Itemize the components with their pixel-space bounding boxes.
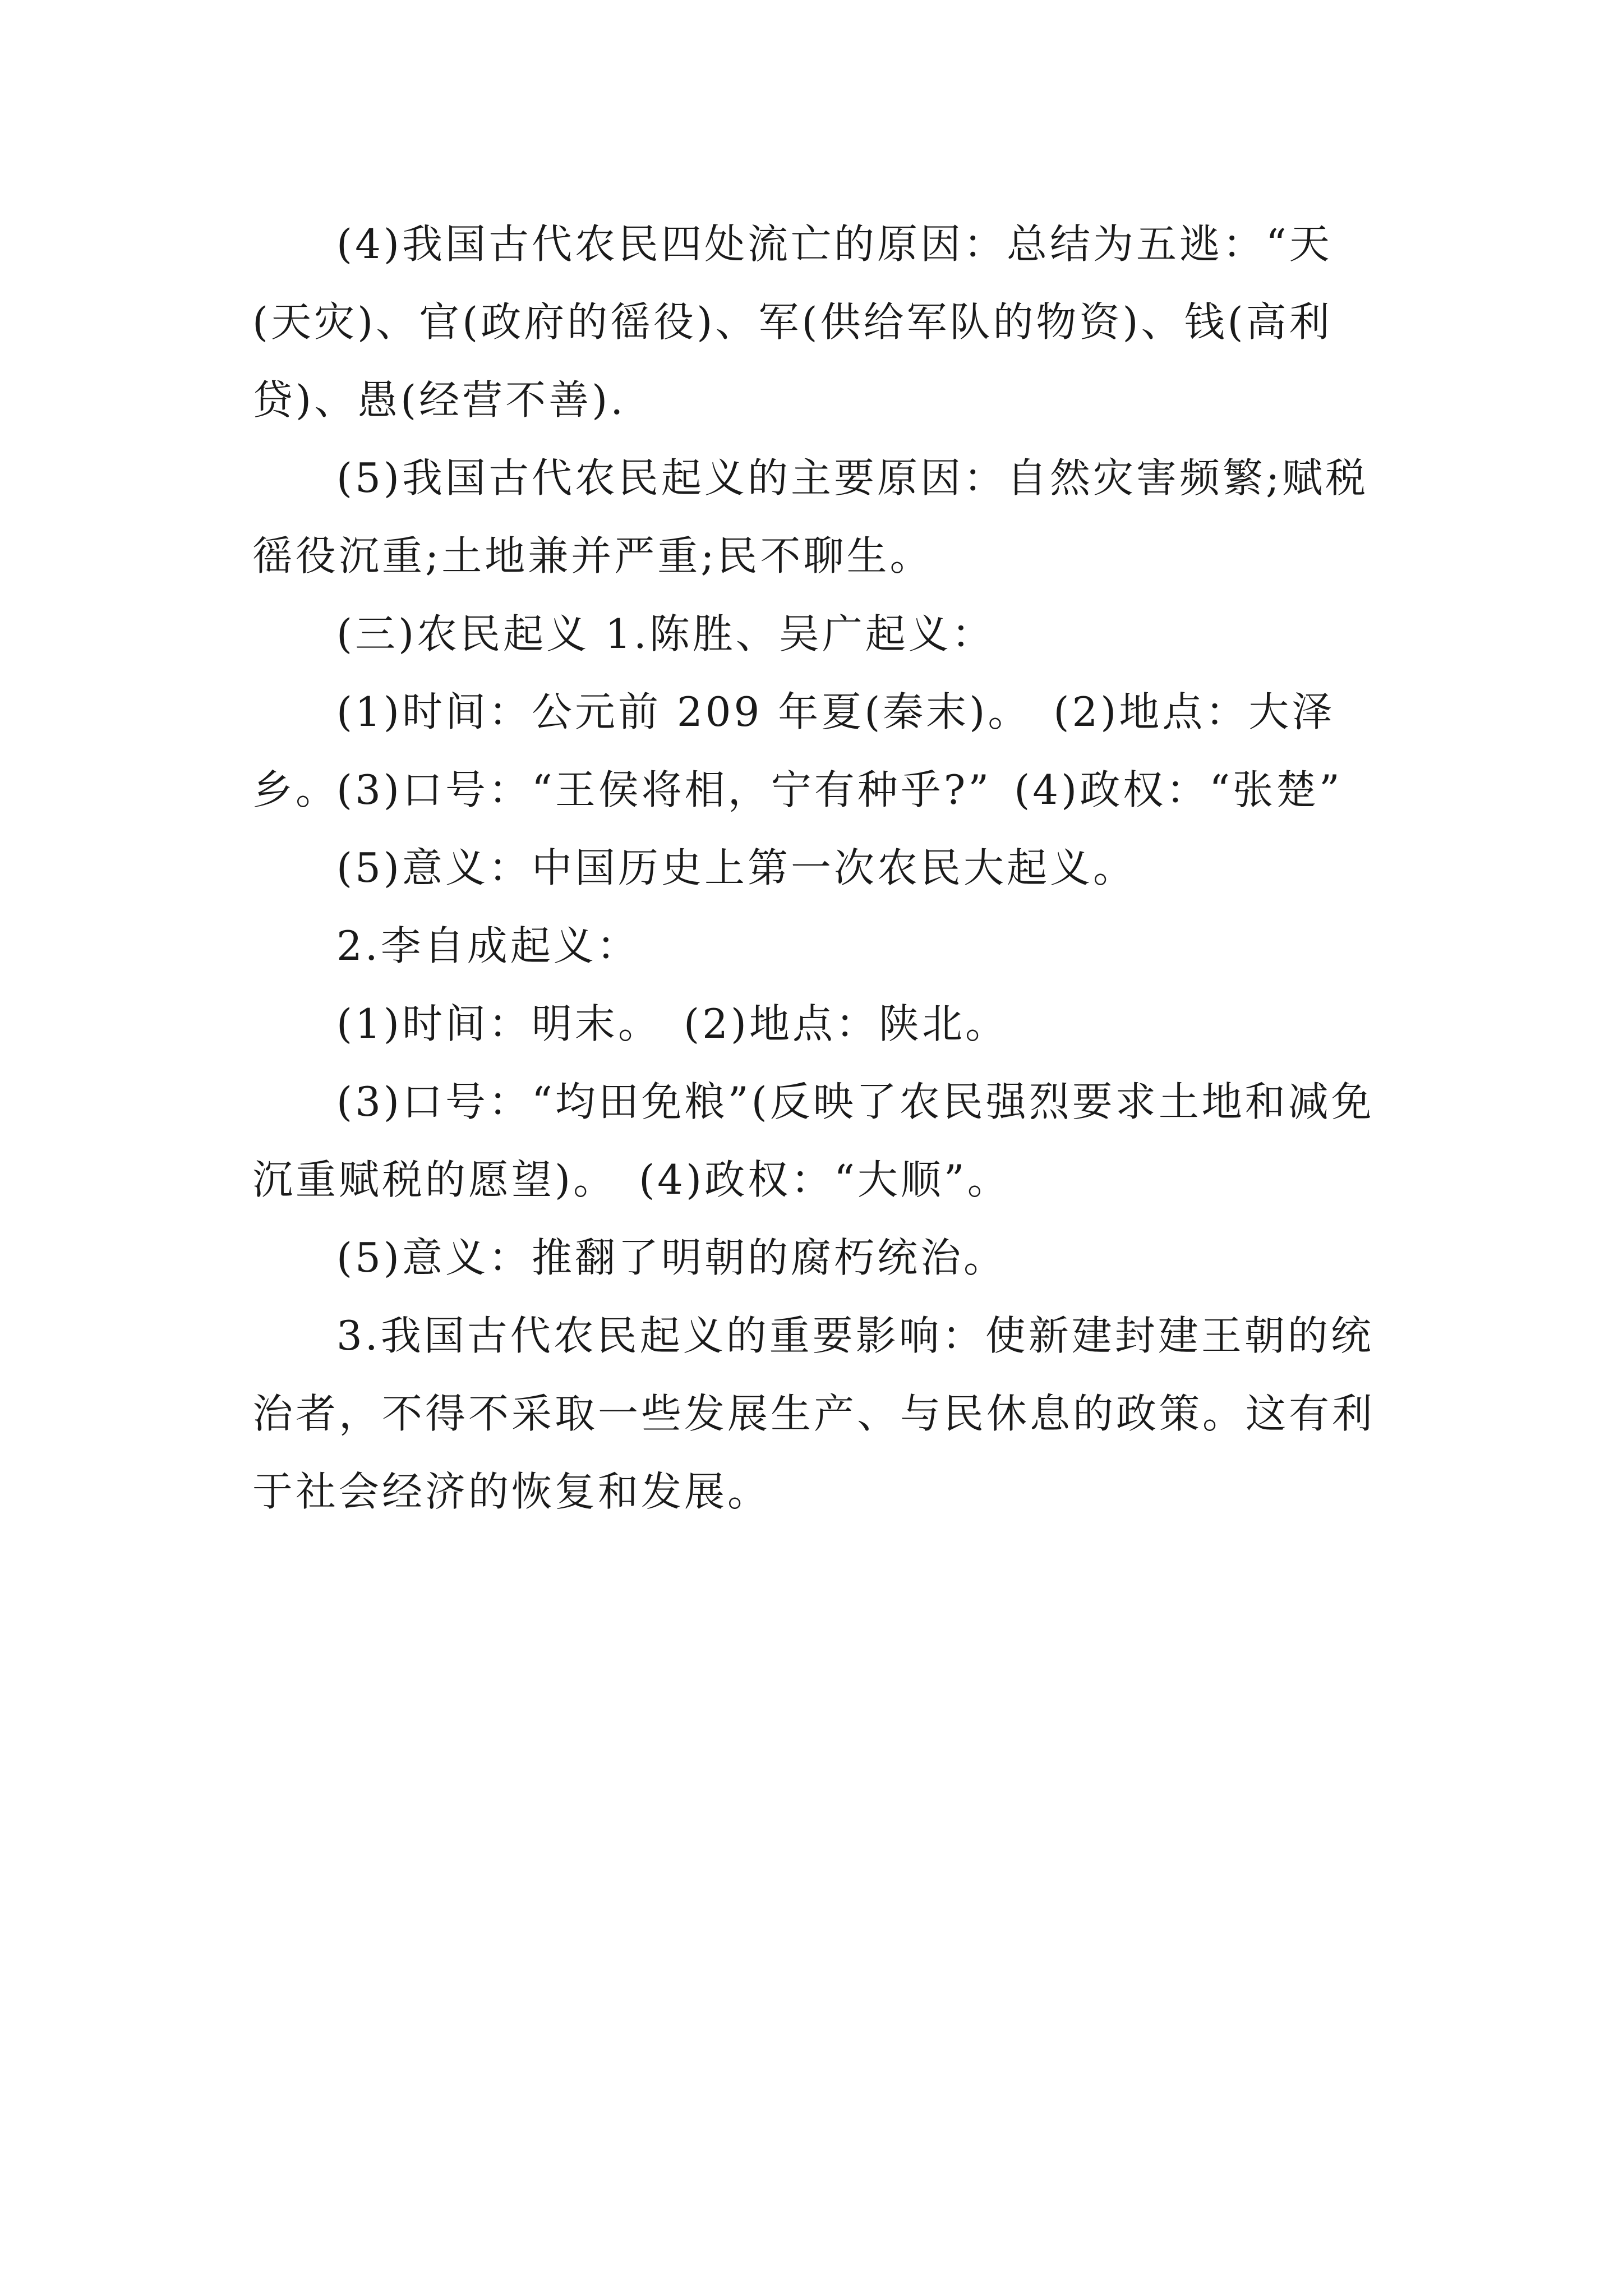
paragraph-uprising-causes bbox=[252, 439, 1391, 595]
list-item-slogan: (3)口号：“王侯将相，宁有种乎?” bbox=[336, 766, 992, 813]
paragraph-text: 3.我国古代农民起义的重要影响：使新建封建王朝的统治者，不得不采取一些发展生产、与民休息的政策。这有利于社会经济的恢复和发展。 bbox=[252, 1312, 1376, 1515]
paragraph-peasant-flight-causes bbox=[252, 205, 1391, 439]
paragraph-lizicheng-significance bbox=[252, 1219, 1391, 1297]
paragraph-text: (5)意义：推翻了明朝的腐朽统治。 bbox=[336, 1234, 1007, 1281]
paragraph-lizicheng-slogan-regime bbox=[252, 1063, 1391, 1219]
section-heading-lizicheng bbox=[252, 907, 1391, 985]
list-item-place: (2)地点：陕北。 bbox=[684, 1000, 1008, 1047]
paragraph-chensheng-significance bbox=[252, 829, 1391, 907]
section-heading-uprisings bbox=[252, 595, 1391, 673]
list-item-slogan: (3)口号：“均田免粮”(反映了农民强烈要求土地和减免沉重赋税的愿望)。 bbox=[252, 1078, 1375, 1203]
paragraph-text: (5)我国古代农民起义的主要原因：自然灾害频繁;赋税徭役沉重;土地兼并严重;民不聊生。 bbox=[252, 454, 1369, 579]
list-item-regime: (4)政权：“张楚” bbox=[1014, 766, 1343, 813]
paragraph-text: (4)我国古代农民四处流亡的原因：总结为五逃：“天(天灾)、官(政府的徭役)、军(供给军队的物资)、钱(高利贷)、愚(经营不善). bbox=[252, 220, 1332, 424]
list-item-place: (2)地点：大泽乡。 bbox=[252, 688, 1335, 813]
list-item-time: (1)时间：明末。 bbox=[336, 1000, 661, 1047]
paragraph-lizicheng-time-place bbox=[252, 985, 1391, 1063]
paragraph-chensheng-slogan-regime bbox=[252, 751, 1391, 829]
paragraph-text: 2.李自成起义： bbox=[336, 922, 640, 969]
paragraph-uprising-impact bbox=[252, 1297, 1391, 1531]
paragraph-text: (三)农民起义 1.陈胜、吴广起义： bbox=[336, 610, 995, 657]
list-item-time: (1)时间：公元前 209 年夏(秦末)。 bbox=[336, 688, 1031, 735]
list-item-regime: (4)政权：“大顺”。 bbox=[639, 1156, 1011, 1203]
paragraph-text: (5)意义：中国历史上第一次农民大起义。 bbox=[336, 844, 1136, 891]
